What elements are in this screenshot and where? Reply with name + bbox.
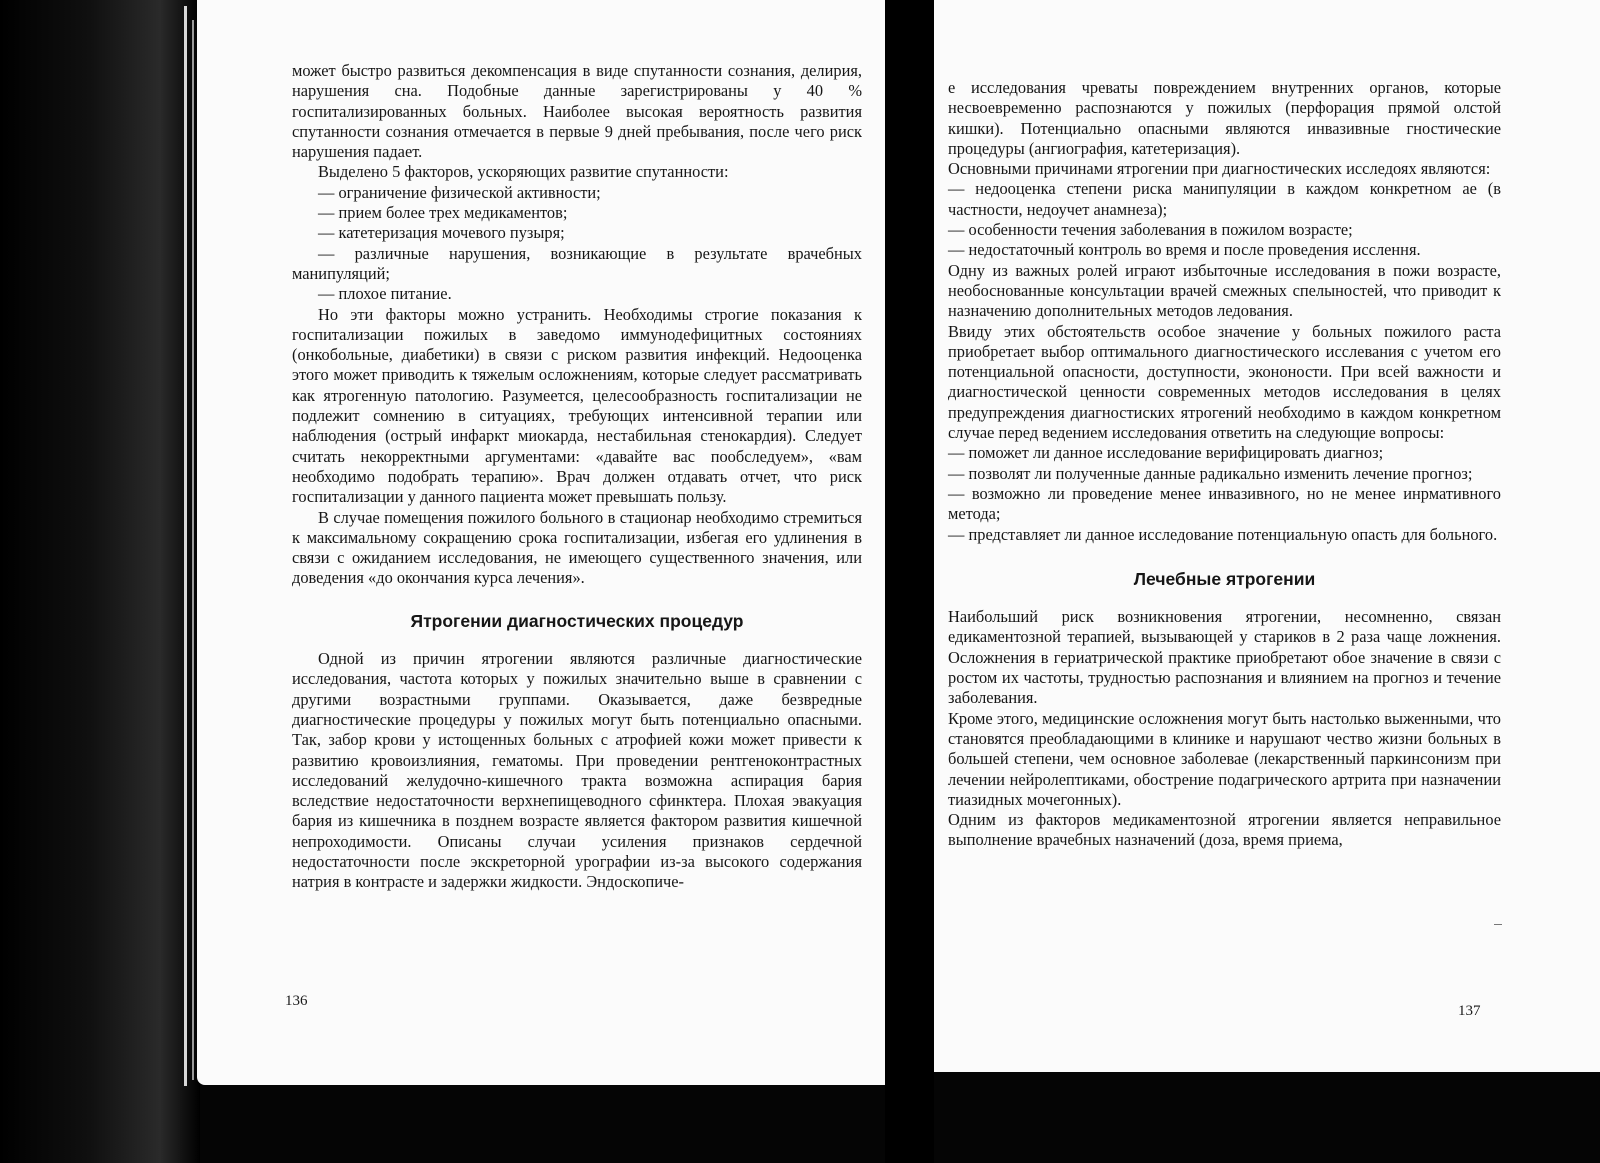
paragraph: Кроме этого, медицинские осложнения могут быть настолько выженными, что становятся преобладающими в клинике и нарушают чество жизни больных в большей степени, чем основное заболевае (лекарственный паркинсонизм при лечении нейролептиками, обострение подагрического артрита при назначении тиазидных мочегонных). (948, 708, 1501, 809)
paragraph: Наибольший риск возникновения ятрогении, несомненно, связан едикаментозной терапией, вызывающей у стариков в 2 раза чаще ложнения. Осложнения в гериатрической практике приобретают обое значение в связи с ростом их частоты, трудностью распознания и влиянием на прогноз и течение заболевания. (948, 607, 1501, 708)
list-item: — возможно ли проведение менее инвазивного, но не менее инрмативного метода; (948, 483, 1501, 524)
paragraph: Одну из важных ролей играют избыточные исследования в пожи возрасте, необоснованные консультации врачей смежных спелыностей, что приводит к назначению дополнительных методов ледования. (948, 260, 1501, 321)
paragraph: Одним из факторов медикаментозной ятрогении является неправильное выполнение врачебных назначений (доза, время приема, (948, 810, 1501, 850)
list-item: — плохое питание. (318, 284, 452, 304)
list-item: — представляет ли данное исследование потенциальную опасть для больного. (948, 524, 1498, 544)
list-item: — особенности течения заболевания в пожилом возрасте; (948, 220, 1353, 240)
left-page (197, 0, 885, 1085)
stray-mark (1494, 924, 1502, 925)
list-item: — позволят ли полученные данные радикально изменить лечение прогноз; (948, 463, 1473, 483)
paragraph: Выделено 5 факторов, ускоряющих развитие спутанности: (318, 162, 729, 182)
paragraph: может быстро развиться декомпенсация в виде спутанности сознания, делирия, нарушения сна. Подобные данные зарегистрированы у 40 % госпитализированных больных. Наиболее высокая вероятность развития спутанности сознания отмечается в первые 9 дней пребывания, после чего риск нарушения падает. (292, 61, 862, 162)
paragraph: Одной из причин ятрогении являются различные диагностические исследования, частота которых у пожилых значительно выше в сравнении с другими возрастными группами. Оказывается, даже безвредные диагностические процедуры у пожилых могут быть потенциально опасными. Так, забор крови у истощенных больных с атрофией кожи может привести к развитию кровоизлияния, гематомы. При проведении рентгеноконтрастных исследований желудочно-кишечного тракта возможна аспирация бария вследствие недостаточности верхнепищеводного сфинктера. Плохая эвакуация бария из кишечника в позднем возрасте является фактором развития кишечной непроходимости. Описаны случаи усиления признаков сердечной недостаточности после экскреторной урографии из-за высокого содержания натрия в контрасте и задержки жидкости. Эндоскопиче- (292, 649, 862, 892)
scan-edge-shadow (0, 0, 200, 1163)
list-item: — поможет ли данное исследование верифицировать диагноз; (948, 443, 1384, 463)
list-item: — катетеризация мочевого пузыря; (318, 223, 565, 243)
list-item: — прием более трех медикаментов; (318, 203, 568, 223)
paragraph: Основными причинами ятрогении при диагностических исследоях являются: (948, 159, 1491, 179)
left-text-column (292, 61, 862, 893)
list-item: — недостаточный контроль во время и после проведения исслення. (948, 240, 1421, 260)
right-page (934, 0, 1600, 1072)
book-gutter (885, 0, 934, 1163)
page-number: 136 (285, 993, 308, 1009)
list-item: — ограничение физической активности; (318, 182, 601, 202)
binding-line (184, 6, 187, 1086)
section-heading: Лечебные ятрогении (1133, 568, 1316, 589)
section-heading: Ятрогении диагностических процедур (410, 610, 744, 631)
list-item: — различные нарушения, возникающие в результате врачебных манипуляций; (292, 243, 862, 283)
paragraph: Но эти факторы можно устранить. Необходимы строгие показания к госпитализации пожилых в заведомо иммунодефицитных состояниях (онкобольные, диабетики) в связи с риском развития инфекций. Недооценка этого может приводить к тяжелым осложнениям, которые следует рассматривать как ятрогенную патологию. Разумеется, целесообразность госпитализации не подлежит сомнению в ситуациях, требующих интенсивной терапии или наблюдения (острый инфаркт миокарда, нестабильная стенокардия). Следует считать некорректными аргументами: «давайте вас пообследуем», «вам необходимо подобрать терапию». Врач должен отдавать отчет, что риск госпитализации у данного пациента может превышать пользу. (292, 304, 862, 507)
list-item: — недооценка степени риска манипуляции в каждом конкретном ае (в частности, недоучет анамнеза); (948, 179, 1501, 219)
paragraph: В случае помещения пожилого больного в стационар необходимо стремиться к максимальному сокращению срока госпитализации, избегая его удлинения в связи с ожиданием исследования, не имеющего существенного значения, или доведения «до окончания курса лечения». (292, 507, 862, 588)
paragraph: е исследования чреваты повреждением внутренних органов, которые несвоевременно распознаются у пожилых (перфорация прямой олстой кишки). Потенциально опасными являются инвазивные гностические процедуры (ангиография, катетеризация). (948, 78, 1501, 158)
binding-line (192, 20, 194, 1080)
right-text-column (948, 78, 1501, 851)
page-number: 137 (1458, 1003, 1481, 1019)
paragraph: Ввиду этих обстоятельств особое значение у больных пожилого раста приобретает выбор оптимального диагностического исслевания с учетом его потенциальной опасности, доступности, экононости. При всей важности и диагностической ценности современных методов исследования в целях предупреждения диагностиских ятрогений необходимо в каждом конкретном случае перед ведением исследования ответить на следующие вопросы: (948, 321, 1501, 443)
